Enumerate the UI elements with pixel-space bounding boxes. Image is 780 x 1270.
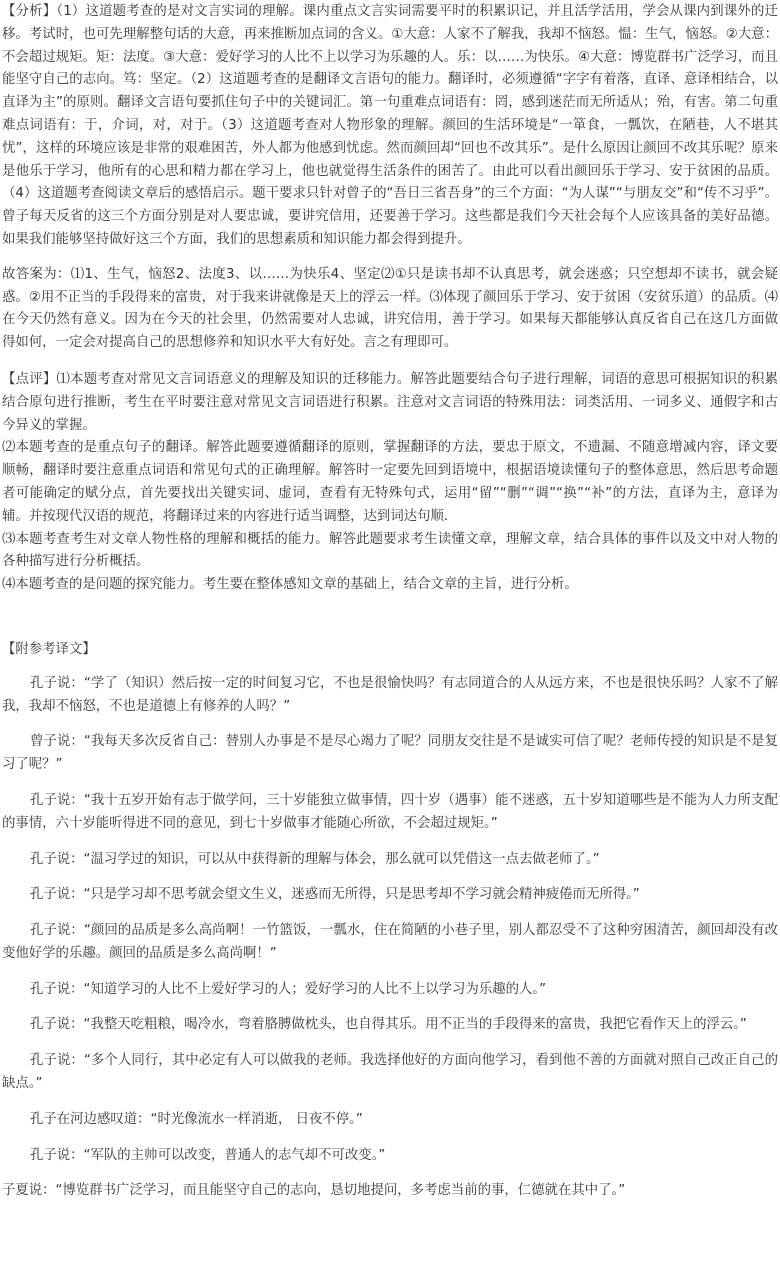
translation-item-5: 孔子说：“只是学习却不思考就会望文生义，迷惑而无所得，只是思考却不学习就会精神疲倦而无所得。”: [30, 887, 640, 903]
translation-item-10: 孔子在河边感叹道：“时光像流水一样消逝， 日夜不停。”: [30, 1111, 363, 1127]
answer-paragraph: 故答案为：⑴1、生气，恼怒2、法度3、以……为快乐4、坚定⑵①只是读书却不认真思考，就会迷惑；只空想却不读书，就会疑惑。②用不正当的手段得来的富贵，对于我来讲就像是天上的浮云一样。⑶体现了颜回乐于学习、安于贫困（安贫乐道）的品质。⑷在今天仍然有意义。因为在今天的社会里，仍然需要对人忠诚，讲究信用，善于学习。如果每天都能够认真反省自己在这几方面做得如何，一定会对提高自己的思想修养和知识水平大有好处。言之有理即可。: [2, 266, 778, 351]
translation-item-12: 子夏说：“博览群书广泛学习，而且能坚守自己的志向，恳切地提问，多考虑当前的事，仁德就在其中了。”: [2, 1183, 626, 1199]
comment-paragraph-2: ⑵本题考查的是重点句子的翻译。解答此题要遵循翻译的原则，掌握翻译的方法，要忠于原文，不遗漏、不随意增减内容，译文要顺畅，翻译时要注意重点词语和常见句式的正确理解。解答时一定要先回到语境中，根据语境读懂句子的整体意思，然后思考命题者可能确定的赋分点，首先要找出关键实词、虚词，查看有无特殊句式，运用“留”“删”“调”“换”“补”的方法，直译为主，意译为辅。并按现代汉语的规范，将翻译过来的内容进行适当调整，达到词达句顺．: [2, 440, 778, 524]
comment-paragraph-1: 【点评】⑴本题考查对常见文言词语意义的理解及知识的迁移能力。解答此题要结合句子进行理解，词语的意思可根据知识的积累结合原句进行推断，考生在平时要注意对常见文言词语进行积累。注意对文言词语的特殊用法：词类活用、一词多义、通假字和古今异义的掌握。: [2, 371, 778, 433]
translation-item-2: 曾子说：“我每天多次反省自己：替别人办事是不是尽心竭力了呢？同朋友交往是不是诚实可信了呢？老师传授的知识是不是复习了呢？”: [2, 734, 778, 773]
translation-item-1: 孔子说：“学了（知识）然后按一定的时间复习它，不也是很愉快吗？有志同道合的人从远方来，不也是很快乐吗？人家不了解我，我却不恼怒，不也是道德上有修养的人吗？”: [2, 675, 778, 714]
translation-item-9: 孔子说：“多个人同行，其中必定有人可以做我的老师。我选择他好的方面向他学习，看到他不善的方面就对照自己改正自己的缺点。”: [2, 1053, 778, 1092]
translation-item-4: 孔子说：“温习学过的知识，可以从中获得新的理解与体会，那么就可以凭借这一点去做老师了。”: [30, 851, 600, 867]
comment-paragraph-4: ⑷本题考查的是问题的探究能力。考生要在整体感知文章的基础上，结合文章的主旨，进行分析。: [2, 577, 578, 593]
translation-item-7: 孔子说：“知道学习的人比不上爱好学习的人；爱好学习的人比不上以学习为乐趣的人。”: [30, 981, 547, 997]
comment-paragraph-3: ⑶本题考查考生对文章人物性格的理解和概括的能力。解答此题要求考生读懂文章，理解文章，结合具体的事件以及文中对人物的各种描写进行分析概括。: [2, 531, 778, 570]
analysis-paragraph: 【分析】（1）这道题考查的是对文言实词的理解。课内重点文言实词需要平时的积累识记，并且活学活用，学会从课内到课外的迁移。考试时，也可先理解整句话的大意，再来推断加点词的含义。①大意：人家不了解我，我却不恼怒。愠：生气，恼怒。②大意：不会超过规矩。矩：法度。③大意：爱好学习的人比不上以学习为乐趣的人。乐：以……为快乐。④大意：博览群书广泛学习，而且能坚守自己的志向。笃：坚定。（2）这道题考查的是翻译文言语句的能力。翻译时，必须遵循“字字有着落，直译、意译相结合，以直译为主”的原则。翻译文言语句要抓住句子中的关键词汇。第一句重难点词语有：罔，感到迷茫而无所适从；殆，有害。第二句重难点词语有：于，介词，对，对于。（3）这道题考查对人物形象的理解。颜回的生活环境是“一箪食，一瓢饮，在陋巷，人不堪其忧”，这样的环境应该是非常的艰难困苦，外人都为他感到忧虑。然而颜回却“回也不改其乐”。是什么原因让颜回不改其乐呢？原来是他乐于学习，他所有的心思和精力都在学习上，他也就觉得生活条件的困苦了。由此可以看出颜回乐于学习、安于贫困的品质。（4）这道题考查阅读文章后的感悟启示。题干要求只针对曾子的“吾日三省吾身”的三个方面：“为人谋”“与朋友交”和“传不习乎”。曾子每天反省的这三个方面分别是对人要忠诚，要讲究信用，还要善于学习。这些都是我们今天社会每个人应该具备的美好品德。如果我们能够坚持做好这三个方面，我们的思想素质和知识能力都会得到提升。: [2, 4, 778, 247]
translation-item-11: 孔子说：“军队的主帅可以改变，普通人的志气却不可改变。”: [30, 1147, 386, 1163]
translation-heading: 【附参考译文】: [2, 641, 96, 657]
translation-item-3: 孔子说：“我十五岁开始有志于做学问，三十岁能独立做事情，四十岁（遇事）能不迷惑，五十岁知道哪些是不能为人力所支配的事情，六十岁能听得进不同的意见，到七十岁做事才能随心所欲，不会超过规矩。”: [2, 792, 778, 831]
translation-item-6: 孔子说：“颜回的品质是多么高尚啊！一竹篮饭，一瓢水，住在简陋的小巷子里，别人都忍受不了这种穷困清苦，颜回却没有改变他好学的乐趣。颜回的品质是多么高尚啊！”: [2, 923, 778, 961]
translation-item-8: 孔子说：“我整天吃粗粮，喝冷水，弯着胳膊做枕头，也自得其乐。用不正当的手段得来的富贵，我把它看作天上的浮云。”: [30, 1017, 747, 1033]
answer-document: [0, 1, 780, 1203]
